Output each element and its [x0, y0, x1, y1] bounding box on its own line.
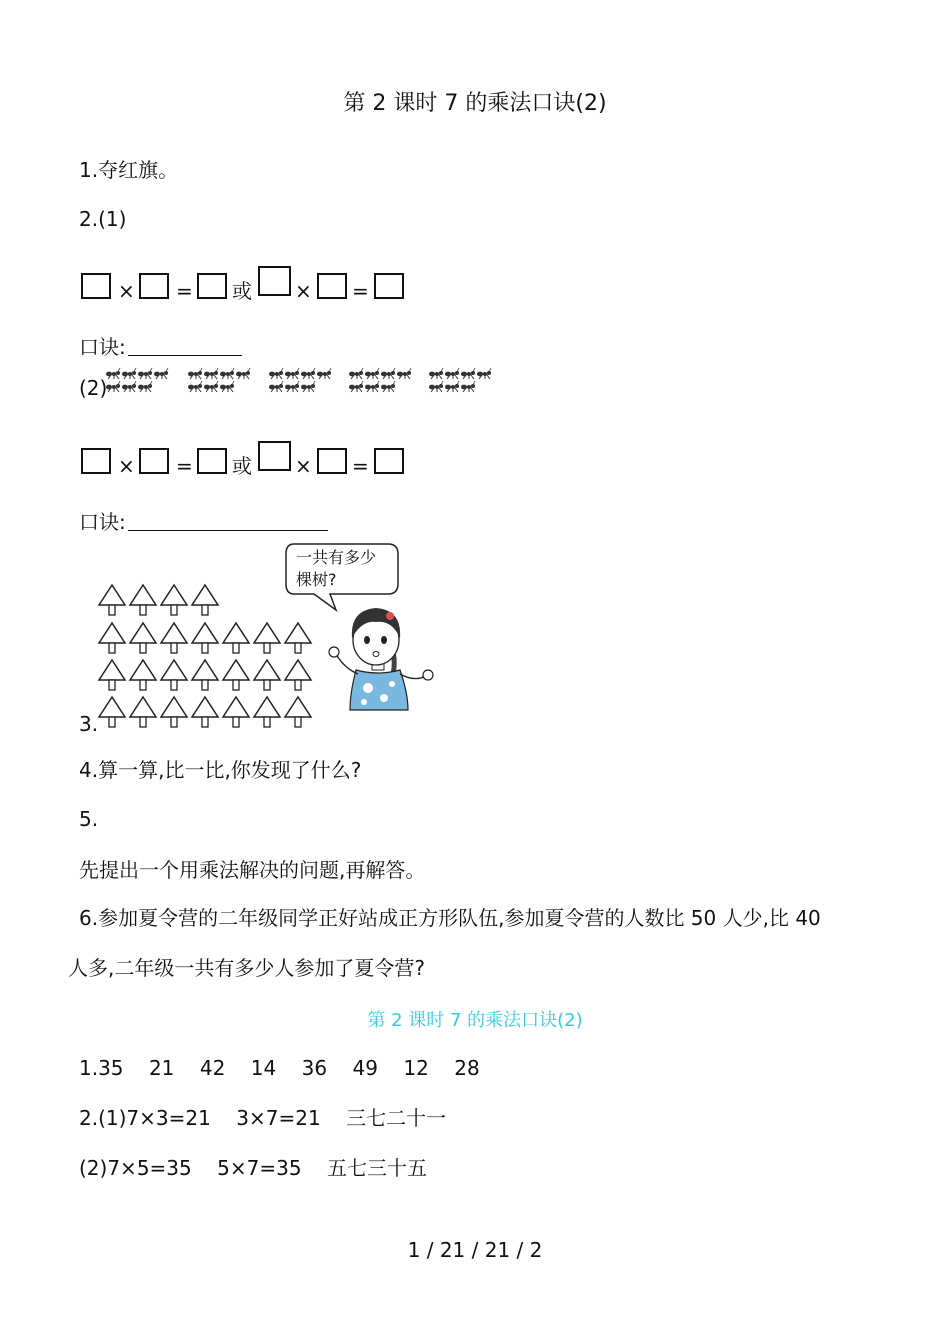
tree-row-3 — [99, 660, 311, 690]
answer-box[interactable] — [374, 448, 404, 474]
answer-2-1: 2.(1)7×3=21 3×7=21 三七二十一 — [79, 1106, 447, 1130]
answer-1: 1.35 21 42 14 36 49 12 28 — [79, 1056, 480, 1080]
times-sign: × — [295, 454, 312, 478]
equals-sign: = — [176, 279, 193, 303]
speech-line-2: 棵树? — [296, 570, 337, 589]
answer-box[interactable] — [317, 448, 347, 474]
or-word: 或 — [232, 454, 252, 478]
answers-title: 第 2 课时 7 的乘法口诀(2) — [367, 1010, 583, 1031]
trees-figure — [96, 582, 316, 730]
answer-box[interactable] — [197, 273, 227, 299]
question-6-line-2: 人多,二年级一共有多少人参加了夏令营? — [68, 956, 425, 980]
answer-box[interactable] — [317, 273, 347, 299]
equals-sign: = — [352, 279, 369, 303]
speech-line-1: 一共有多少 — [296, 548, 377, 567]
koujue-blank-1[interactable] — [128, 355, 242, 356]
question-5-text: 先提出一个用乘法解决的问题,再解答。 — [79, 858, 426, 882]
question-1: 1.夺红旗。 — [79, 158, 179, 182]
answer-2-2: (2)7×5=35 5×7=35 五七三十五 — [79, 1156, 428, 1180]
question-2-2-label: (2) — [79, 376, 108, 400]
answer-box[interactable] — [197, 448, 227, 474]
ant-group — [349, 368, 411, 392]
answer-box[interactable] — [81, 448, 111, 474]
ant-group — [188, 368, 250, 392]
times-sign: × — [118, 279, 135, 303]
answer-box[interactable] — [258, 266, 291, 296]
answer-box[interactable] — [139, 273, 169, 299]
page-title: 第 2 课时 7 的乘法口诀(2) — [343, 91, 607, 116]
equals-sign: = — [352, 454, 369, 478]
answer-box[interactable] — [139, 448, 169, 474]
ant-group — [106, 368, 168, 392]
question-5: 5. — [79, 807, 99, 831]
koujue-label: 口诀: — [79, 335, 126, 359]
question-3: 3. — [79, 712, 99, 736]
ant-group — [269, 368, 331, 392]
koujue-label: 口诀: — [79, 510, 126, 534]
times-sign: × — [118, 454, 135, 478]
ant-groups-figure — [105, 368, 505, 396]
answer-box[interactable] — [258, 441, 291, 471]
girl-illustration — [320, 598, 435, 716]
tree-row-4 — [99, 697, 311, 727]
question-4: 4.算一算,比一比,你发现了什么? — [79, 758, 362, 782]
question-6-line-1: 6.参加夏令营的二年级同学正好站成正方形队伍,参加夏令营的人数比 50 人少,比 40 — [79, 906, 821, 930]
tree-row-2 — [99, 623, 311, 653]
koujue-blank-2[interactable] — [128, 530, 328, 531]
page-number: 1 / 21 / 21 / 2 — [407, 1238, 543, 1262]
equals-sign: = — [176, 454, 193, 478]
ant-group — [429, 368, 491, 392]
tree-row-1 — [99, 585, 218, 615]
answer-box[interactable] — [81, 273, 111, 299]
question-2-1-label: 2.(1) — [79, 207, 127, 231]
times-sign: × — [295, 279, 312, 303]
answer-box[interactable] — [374, 273, 404, 299]
or-word: 或 — [232, 279, 252, 303]
